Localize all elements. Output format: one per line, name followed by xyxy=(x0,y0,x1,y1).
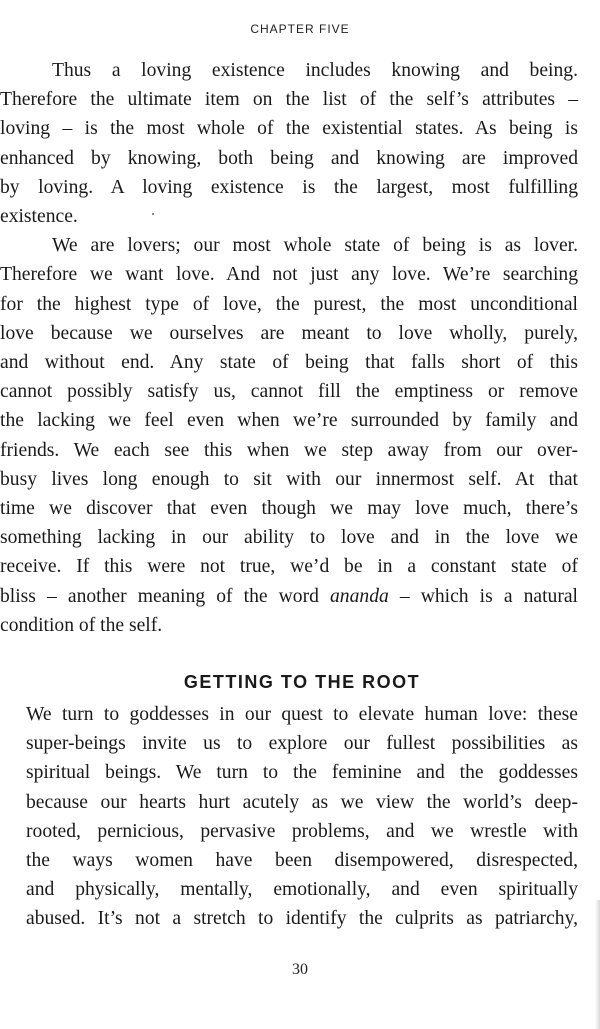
text-fragment: – which is a natural xyxy=(388,585,578,607)
text-line: We are lovers; our most whole state of being is as lover. xyxy=(52,235,578,257)
text-line: by loving. A loving existence is the largest, most fulfilling xyxy=(0,176,578,198)
text-line: the ways women have been disempowered, disrespected, xyxy=(26,850,578,872)
text-line: receive. If this were not true, we’d be in a constant state of xyxy=(0,556,578,578)
text-line: busy lives long enough to sit with our innermost self. At that xyxy=(0,468,578,490)
text-line: cannot possibly satisfy us, cannot fill the emptiness or remove xyxy=(0,381,578,403)
text-line: Thus a loving existence includes knowing and being. xyxy=(52,60,578,81)
text-line-with-italic xyxy=(0,582,578,611)
paragraph-1 xyxy=(0,56,578,231)
text-line: We turn to goddesses in our quest to elevate human love: these xyxy=(26,704,578,726)
text-line: abused. It’s not a stretch to identify the culprits as patriarchy, xyxy=(26,908,578,930)
text-line: rooted, pernicious, pervasive problems, and we wrestle with xyxy=(26,820,578,842)
text-line: condition of the self. xyxy=(0,614,163,636)
text-line: Therefore the ultimate item on the list of the self’s attributes – xyxy=(0,89,578,111)
text-fragment: bliss – another meaning of the word xyxy=(0,585,330,607)
text-line: time we discover that even though we may love much, there’s xyxy=(0,498,578,520)
page-number: 30 xyxy=(292,961,308,978)
text-line: friends. We each see this when we step away from our over- xyxy=(0,439,578,461)
text-line: spiritual beings. We turn to the feminine and the goddesses xyxy=(26,762,578,784)
text-line: Therefore we want love. And not just any love. We’re searching xyxy=(0,264,578,286)
text-line: and physically, mentally, emotionally, and even spiritually xyxy=(26,879,578,901)
paragraph-2 xyxy=(0,231,578,640)
text-line: enhanced by knowing, both being and knowing are improved xyxy=(0,147,578,169)
italic-term: ananda xyxy=(330,585,389,607)
text-line: something lacking in our ability to love and in the love we xyxy=(0,527,578,549)
page-edge-shadow xyxy=(595,900,600,1029)
body-text xyxy=(0,56,578,934)
text-line: super-beings invite us to explore our fullest possibilities as xyxy=(26,733,578,755)
text-line: love because we ourselves are meant to love wholly, purely, xyxy=(0,322,578,344)
section-heading: GETTING TO THE ROOT xyxy=(183,672,421,693)
running-head: CHAPTER FIVE xyxy=(250,22,350,36)
text-line: and without end. Any state of being that falls short of this xyxy=(0,352,578,374)
text-line: existence. xyxy=(0,206,78,228)
text-line: for the highest type of love, the purest, the most unconditional xyxy=(0,293,578,315)
text-line: loving – is the most whole of the existential states. As being is xyxy=(0,118,578,140)
text-line: because our hearts hurt acutely as we view the world’s deep- xyxy=(26,791,578,813)
text-line: the lacking we feel even when we’re surrounded by family and xyxy=(0,410,578,432)
paragraph-3 xyxy=(26,700,578,934)
